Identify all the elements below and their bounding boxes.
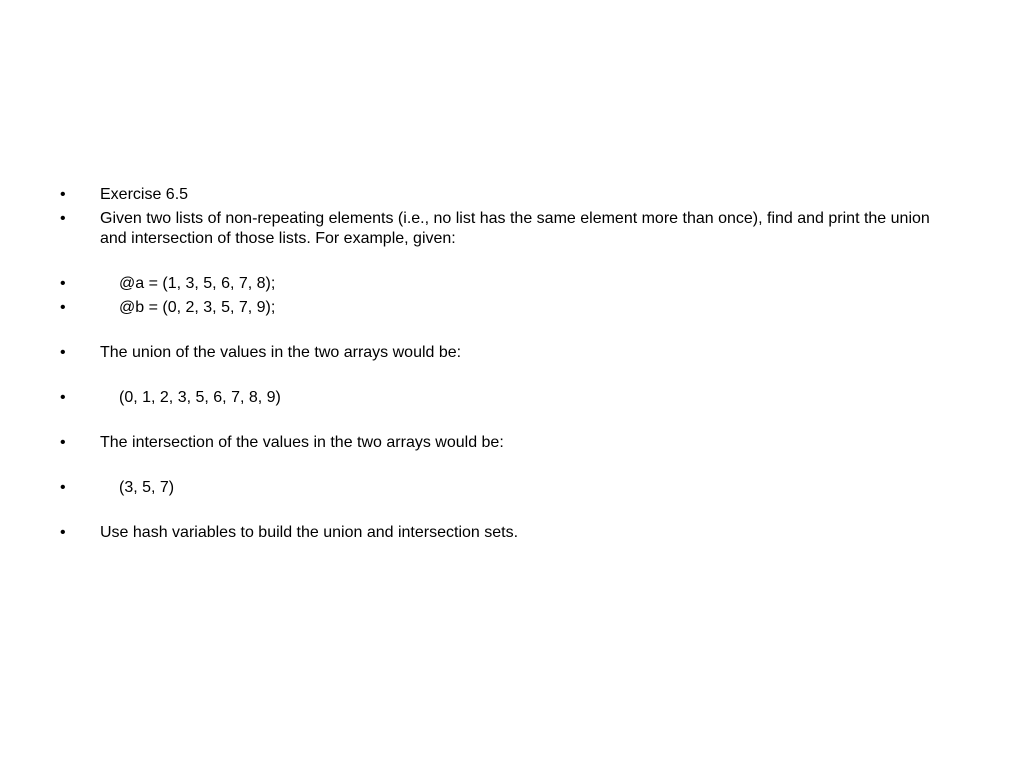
list-item — [60, 209, 960, 249]
bullet-icon: • — [60, 434, 66, 451]
bullet-icon: • — [60, 299, 66, 316]
array-b-code: @b = (0, 2, 3, 5, 7, 9); — [119, 299, 276, 316]
exercise-title: Exercise 6.5 — [100, 186, 189, 203]
list-item — [60, 523, 960, 543]
intersection-intro: The intersection of the values in the two arrays would be: — [100, 434, 504, 451]
bullet-icon: • — [60, 524, 66, 541]
list-item — [60, 433, 960, 453]
list-item — [60, 274, 960, 294]
bullet-list — [60, 185, 960, 547]
union-intro: The union of the values in the two arrays would be: — [100, 344, 462, 361]
list-item — [60, 185, 960, 205]
hint-text: Use hash variables to build the union and intersection sets. — [100, 524, 519, 541]
problem-statement: Given two lists of non-repeating elements (i.e., no list has the same element more than once), find and print the union and intersection of those lists. For example, given: — [100, 210, 930, 247]
union-result: (0, 1, 2, 3, 5, 6, 7, 8, 9) — [119, 389, 281, 406]
intersection-result: (3, 5, 7) — [119, 479, 175, 496]
array-a-code: @a = (1, 3, 5, 6, 7, 8); — [119, 275, 276, 292]
list-item — [60, 388, 960, 408]
bullet-icon: • — [60, 186, 66, 203]
bullet-icon: • — [60, 210, 66, 227]
bullet-icon: • — [60, 344, 66, 361]
list-item — [60, 298, 960, 318]
list-item — [60, 343, 960, 363]
bullet-icon: • — [60, 479, 66, 496]
bullet-icon: • — [60, 275, 66, 292]
bullet-icon: • — [60, 389, 66, 406]
list-item — [60, 478, 960, 498]
